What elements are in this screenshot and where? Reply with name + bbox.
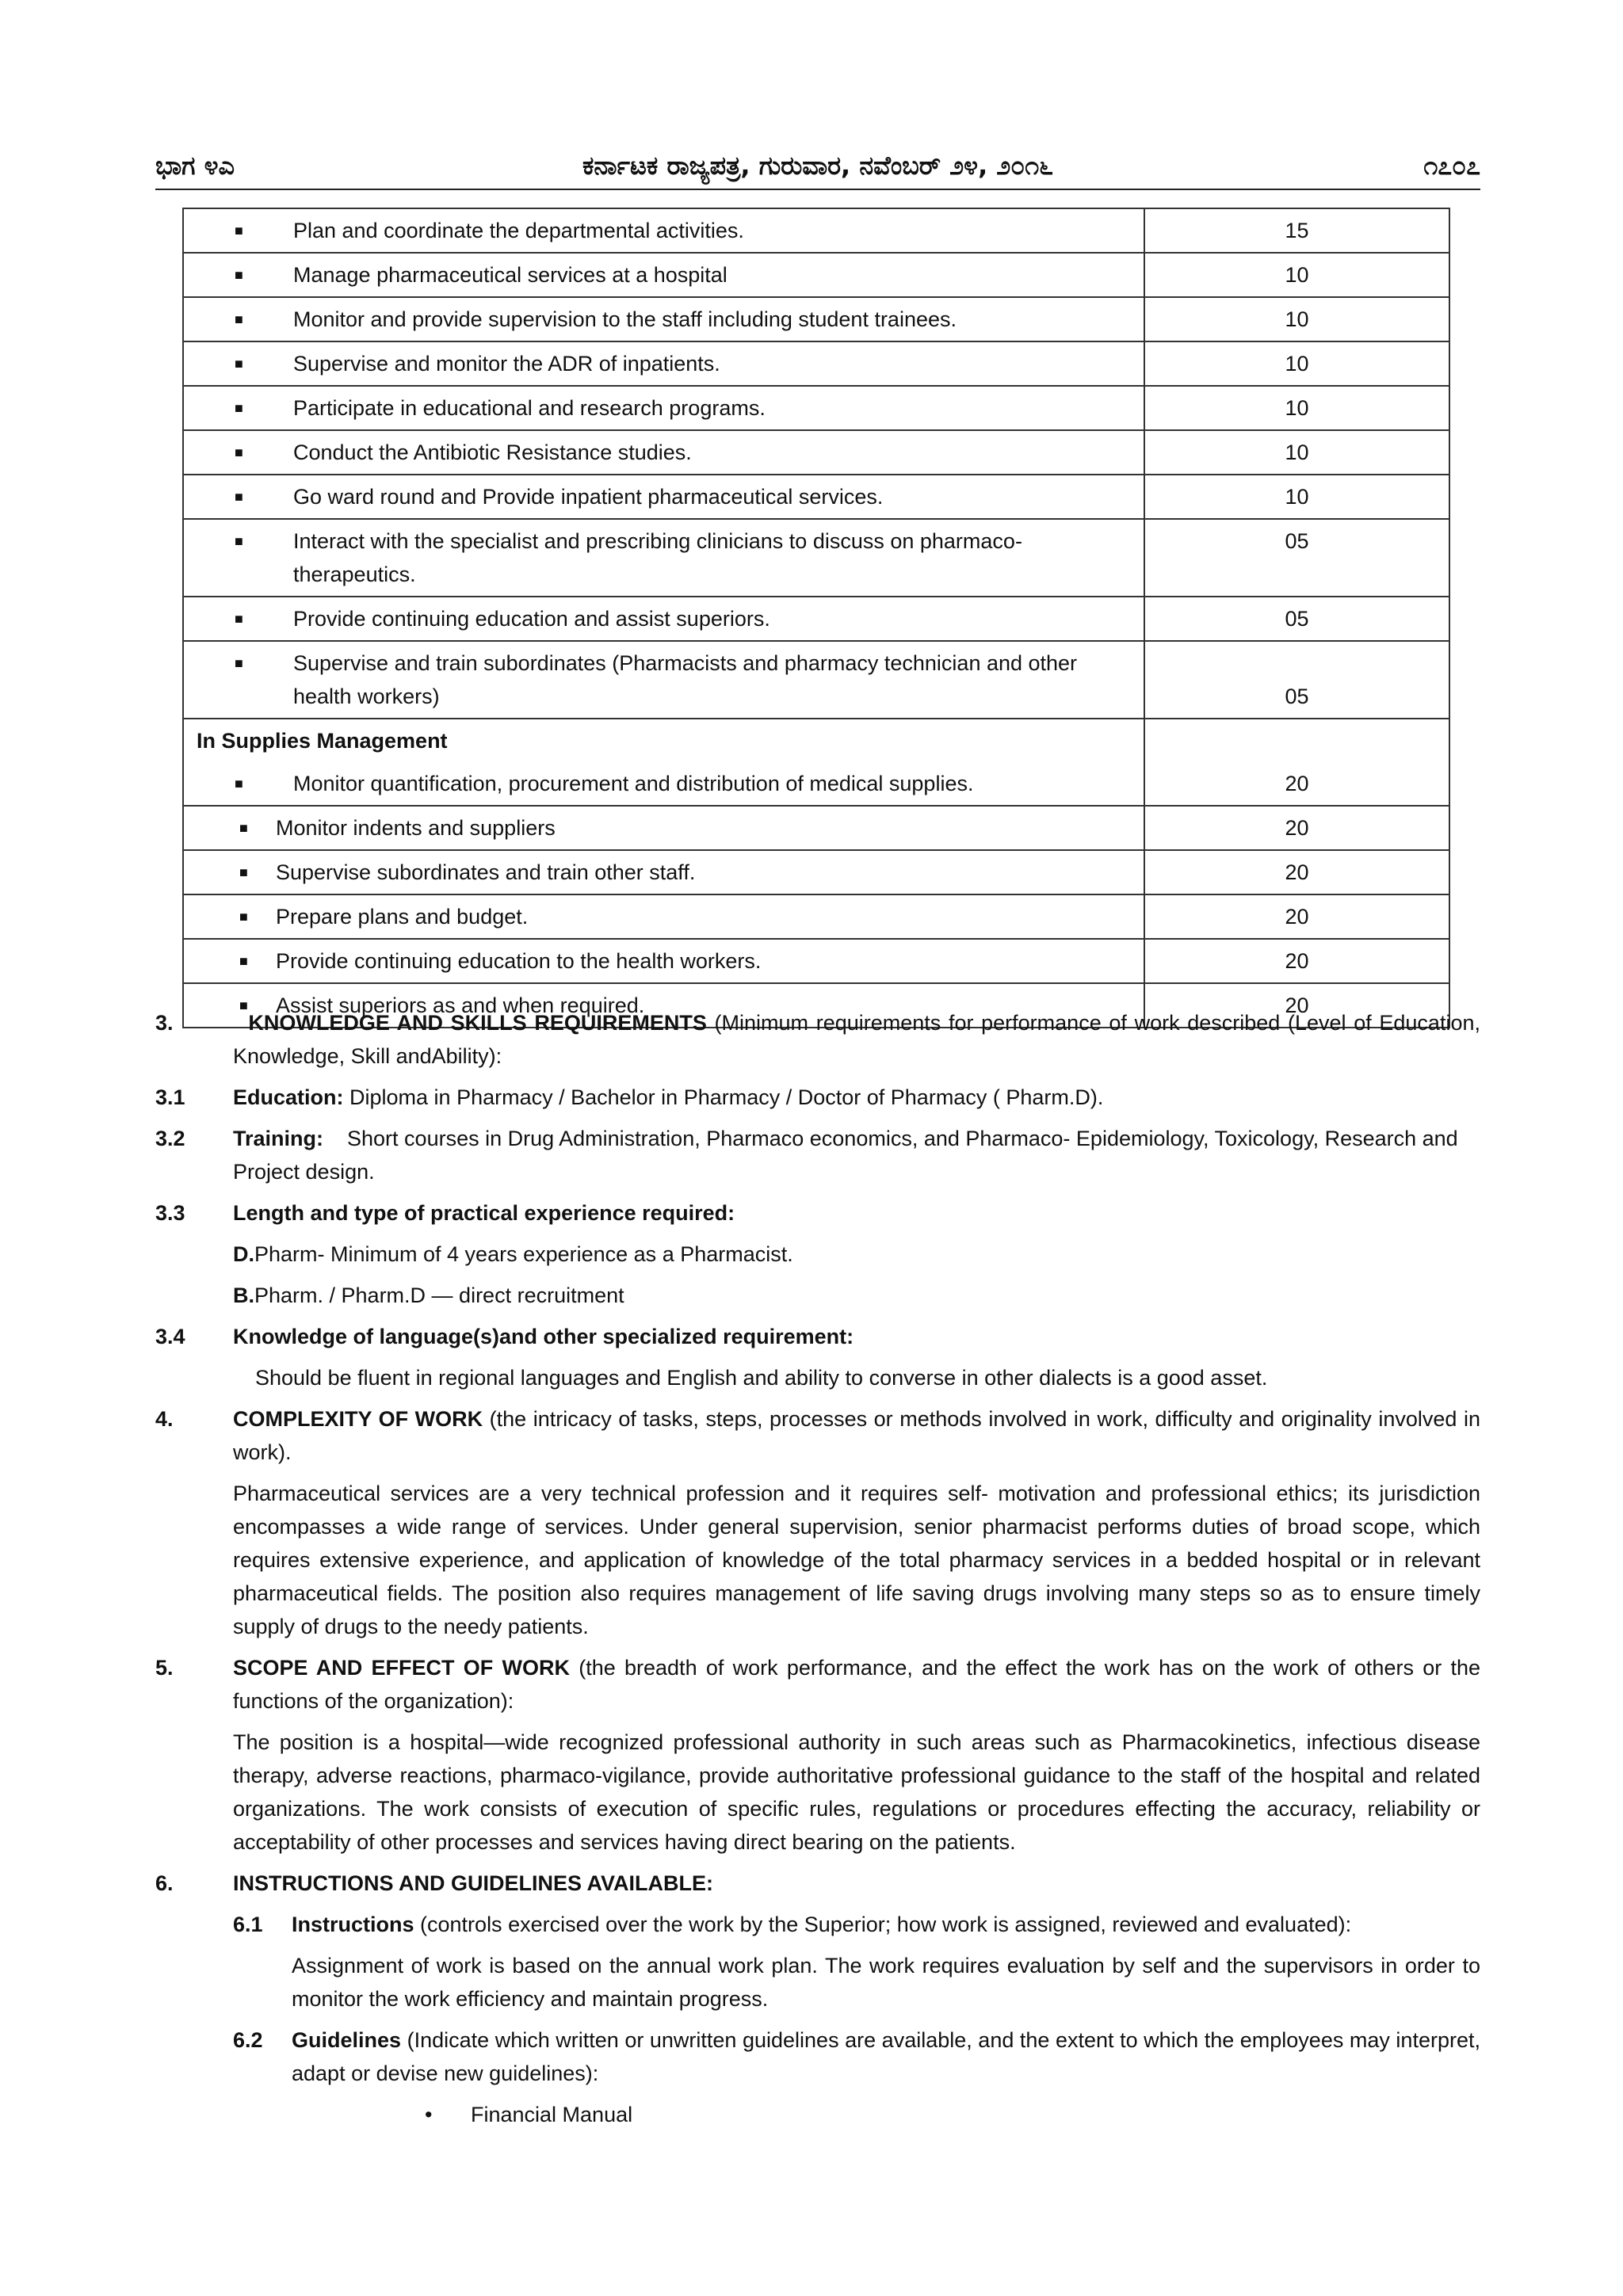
- square-bullet-icon: ■: [235, 267, 243, 283]
- section-content: [233, 1196, 1480, 1230]
- task-cell: [183, 939, 1144, 983]
- bold-prefix: D.: [233, 1242, 254, 1266]
- header-title: ಕರ್ನಾಟಕ ರಾಜ್ಯಪತ್ರ, ಗುರುವಾರ, ನವೆಂಬರ್ ೨೪, ೨೦೧೬: [582, 151, 1054, 181]
- section-content: [233, 1320, 1480, 1353]
- square-bullet-icon: ■: [235, 444, 243, 460]
- task-text: Assist superiors as and when required.: [276, 994, 645, 1017]
- section-title: SCOPE AND EFFECT OF WORK: [233, 1656, 570, 1680]
- table-row: [183, 386, 1449, 430]
- section-desc: (the breadth of work performance, and the effect the work has on the work of others or the functions of the organization):: [233, 1656, 1480, 1713]
- table-row: [183, 806, 1449, 850]
- task-text: Manage pharmaceutical services at a hospital: [293, 263, 727, 287]
- header-part: ಭಾಗ ೪ಎ: [155, 151, 235, 181]
- square-bullet-icon: ■: [239, 953, 248, 969]
- section-number: 3.: [155, 1011, 174, 1035]
- section-desc: (controls exercised over the work by the Superior; how work is assigned, reviewed and evaluated):: [420, 1913, 1352, 1936]
- square-bullet-icon: ■: [235, 533, 243, 549]
- section-3-4: [155, 1320, 1480, 1353]
- square-bullet-icon: ■: [239, 997, 248, 1013]
- square-bullet-icon: ■: [235, 611, 243, 627]
- table-row: [183, 297, 1449, 341]
- section-number: 3.4: [155, 1325, 185, 1348]
- header-page-number: ೧೭೦೭: [1423, 151, 1480, 181]
- weight-cell: 10: [1144, 253, 1449, 297]
- section-title: Guidelines: [292, 2028, 402, 2052]
- weight-cell: 20: [1144, 806, 1449, 850]
- section-paragraph: The position is a hospital—wide recognized professional authority in such areas such as Pharmacokinetics, infectious disease therapy, adverse reactions, pharmaco-vigilance, provide authoritative professional guidance to the staff of the hospital and related organizations. The work consists of execution of specific rules, regulations or procedures effecting the accuracy, reliability or acceptability of other processes and services having direct bearing on the patients.: [233, 1730, 1480, 1854]
- section-number: 3.1: [155, 1085, 185, 1109]
- task-cell: [183, 519, 1144, 597]
- task-text: Participate in educational and research programs.: [293, 396, 766, 420]
- task-text: Monitor indents and suppliers: [276, 816, 556, 840]
- language-text: Should be fluent in regional languages and English and ability to converse in other dialects is a good asset.: [255, 1366, 1268, 1390]
- task-text: Supervise and monitor the ADR of inpatients.: [293, 352, 720, 376]
- section-number: 5.: [155, 1656, 174, 1680]
- task-cell: [183, 208, 1144, 253]
- square-bullet-icon: ■: [235, 223, 243, 238]
- section-title: KNOWLEDGE AND SKILLS REQUIREMENTS: [248, 1011, 707, 1035]
- duties-table: [182, 208, 1450, 1028]
- section-6-1: [233, 1908, 1480, 1941]
- section-text: Diploma in Pharmacy / Bachelor in Pharmacy / Doctor of Pharmacy ( Pharm.D).: [349, 1085, 1104, 1109]
- table-row: [183, 253, 1449, 297]
- task-text: Conduct the Antibiotic Resistance studies.: [293, 441, 692, 464]
- section-content: [233, 1006, 1480, 1073]
- section-text: Short courses in Drug Administration, Pharmaco economics, and Pharmaco- Epidemiology, Toxicology, Research and Project design.: [233, 1127, 1458, 1184]
- section-number: 6.: [155, 1871, 174, 1895]
- section-title: Education:: [233, 1085, 344, 1109]
- section-paragraph: Assignment of work is based on the annual work plan. The work requires evaluation by self and the supervisors in order to monitor the work efficiency and maintain progress.: [292, 1954, 1480, 2011]
- weight-cell: 20: [1144, 850, 1449, 894]
- section-title: Instructions: [292, 1913, 414, 1936]
- page-header: [155, 147, 1480, 190]
- weight-cell: 20: [1144, 939, 1449, 983]
- group-header-row: [183, 719, 1449, 762]
- section-content: [292, 1908, 1480, 1941]
- section-content: [233, 1081, 1480, 1114]
- empty-cell: [1144, 719, 1449, 762]
- weight-cell: 10: [1144, 430, 1449, 475]
- section-desc: (Indicate which written or unwritten guidelines are available, and the extent to which the employees may interpret, adapt or devise new guidelines):: [292, 2028, 1480, 2085]
- weight-cell: 05: [1144, 641, 1449, 719]
- section-content: [233, 1122, 1480, 1188]
- list-item-text: Financial Manual: [471, 2103, 633, 2126]
- task-cell: [183, 641, 1144, 719]
- section-4: [155, 1402, 1480, 1469]
- square-bullet-icon: ■: [235, 311, 243, 327]
- table-row: [183, 475, 1449, 519]
- section-title: INSTRUCTIONS AND GUIDELINES AVAILABLE:: [233, 1871, 713, 1895]
- section-3-3: [155, 1196, 1480, 1230]
- task-cell: [183, 806, 1144, 850]
- square-bullet-icon: ■: [239, 820, 248, 836]
- table-row: [183, 430, 1449, 475]
- task-text: Interact with the specialist and prescribing clinicians to discuss on pharmaco-therapeutics.: [293, 529, 1022, 586]
- experience-text: Pharm. / Pharm.D — direct recruitment: [254, 1283, 624, 1307]
- task-text: Supervise and train subordinates (Pharmacists and pharmacy technician and other health workers): [293, 651, 1078, 708]
- task-cell: [183, 597, 1144, 641]
- weight-cell: 20: [1144, 983, 1449, 1028]
- section-content: [233, 1867, 1480, 1900]
- section-number: 3.2: [155, 1127, 185, 1150]
- weight-cell: 05: [1144, 519, 1449, 597]
- task-text: Monitor and provide supervision to the staff including student trainees.: [293, 307, 957, 331]
- square-bullet-icon: ■: [239, 864, 248, 880]
- task-text: Provide continuing education to the health workers.: [276, 949, 762, 973]
- section-content: [292, 2023, 1480, 2090]
- table-row: [183, 939, 1449, 983]
- list-item: [425, 2098, 1480, 2131]
- section-desc: (the intricacy of tasks, steps, processes or methods involved in work, difficulty and originality involved in work).: [233, 1407, 1480, 1464]
- weight-cell: 20: [1144, 894, 1449, 939]
- experience-line: [233, 1279, 1480, 1312]
- section-number: 3.3: [155, 1201, 185, 1225]
- section-content: [233, 1651, 1480, 1718]
- task-cell: [183, 850, 1144, 894]
- section-number: 6.1: [233, 1913, 263, 1936]
- section-3: [155, 1006, 1480, 1073]
- task-cell: [183, 297, 1144, 341]
- section-title: Length and type of practical experience required:: [233, 1201, 735, 1225]
- bold-prefix: B.: [233, 1283, 254, 1307]
- square-bullet-icon: ■: [239, 909, 248, 925]
- group-label: In Supplies Management: [183, 719, 1144, 762]
- experience-text: Pharm- Minimum of 4 years experience as a Pharmacist.: [254, 1242, 793, 1266]
- table-row: [183, 208, 1449, 253]
- table-row: [183, 894, 1449, 939]
- section-number: 4.: [155, 1407, 174, 1431]
- section-content: [233, 1402, 1480, 1469]
- weight-cell: 15: [1144, 208, 1449, 253]
- weight-cell: 20: [1144, 762, 1449, 806]
- weight-cell: 05: [1144, 597, 1449, 641]
- weight-cell: 10: [1144, 341, 1449, 386]
- section-desc: (Minimum requirements for performance of work described (Level of Education, Knowledge, Skill andAbility):: [233, 1011, 1480, 1068]
- task-cell: [183, 475, 1144, 519]
- section-3-2: [155, 1122, 1480, 1188]
- square-bullet-icon: ■: [235, 400, 243, 416]
- section-6-2: [233, 2023, 1480, 2090]
- weight-cell: 10: [1144, 386, 1449, 430]
- table-row: [183, 597, 1449, 641]
- table-row: [183, 850, 1449, 894]
- weight-cell: 10: [1144, 297, 1449, 341]
- task-cell: [183, 430, 1144, 475]
- experience-line: [233, 1238, 1480, 1271]
- table-row: [183, 341, 1449, 386]
- table-row: [183, 641, 1449, 719]
- table-row: [183, 519, 1449, 597]
- task-text: Supervise subordinates and train other staff.: [276, 860, 696, 884]
- task-cell: [183, 762, 1144, 806]
- task-cell: [183, 894, 1144, 939]
- task-cell: [183, 386, 1144, 430]
- section-title: Knowledge of language(s)and other specialized requirement:: [233, 1325, 854, 1348]
- task-text: Provide continuing education and assist superiors.: [293, 607, 770, 631]
- task-text: Monitor quantification, procurement and distribution of medical supplies.: [293, 772, 974, 795]
- task-text: Plan and coordinate the departmental activities.: [293, 219, 744, 242]
- section-title: COMPLEXITY OF WORK: [233, 1407, 483, 1431]
- task-text: Go ward round and Provide inpatient pharmaceutical services.: [293, 485, 884, 509]
- duties-table-body: [183, 208, 1449, 1028]
- round-bullet-icon: •: [425, 2103, 433, 2126]
- section-6: [155, 1867, 1480, 1900]
- task-text: Prepare plans and budget.: [276, 905, 529, 929]
- section-number: 6.2: [233, 2028, 263, 2052]
- section-title: Training:: [233, 1127, 323, 1150]
- task-cell: [183, 341, 1144, 386]
- section-5: [155, 1651, 1480, 1718]
- square-bullet-icon: ■: [235, 489, 243, 505]
- table-row: [183, 762, 1449, 806]
- weight-cell: 10: [1144, 475, 1449, 519]
- section-3-1: [155, 1081, 1480, 1114]
- document-body: [155, 1006, 1480, 2131]
- square-bullet-icon: ■: [235, 655, 243, 671]
- square-bullet-icon: ■: [235, 356, 243, 372]
- square-bullet-icon: ■: [235, 776, 243, 791]
- section-paragraph: Pharmaceutical services are a very technical profession and it requires self- motivation and professional ethics; its jurisdiction encompasses a wide range of services. Under general supervision, senior pharmacist performs duties of broad scope, which requires extensive experience, and application of knowledge of the total pharmacy services in a bedded hospital or in relevant pharmaceutical fields. The position also requires management of life saving drugs involving many steps so as to ensure timely supply of drugs to the needy patients.: [233, 1482, 1480, 1638]
- task-cell: [183, 253, 1144, 297]
